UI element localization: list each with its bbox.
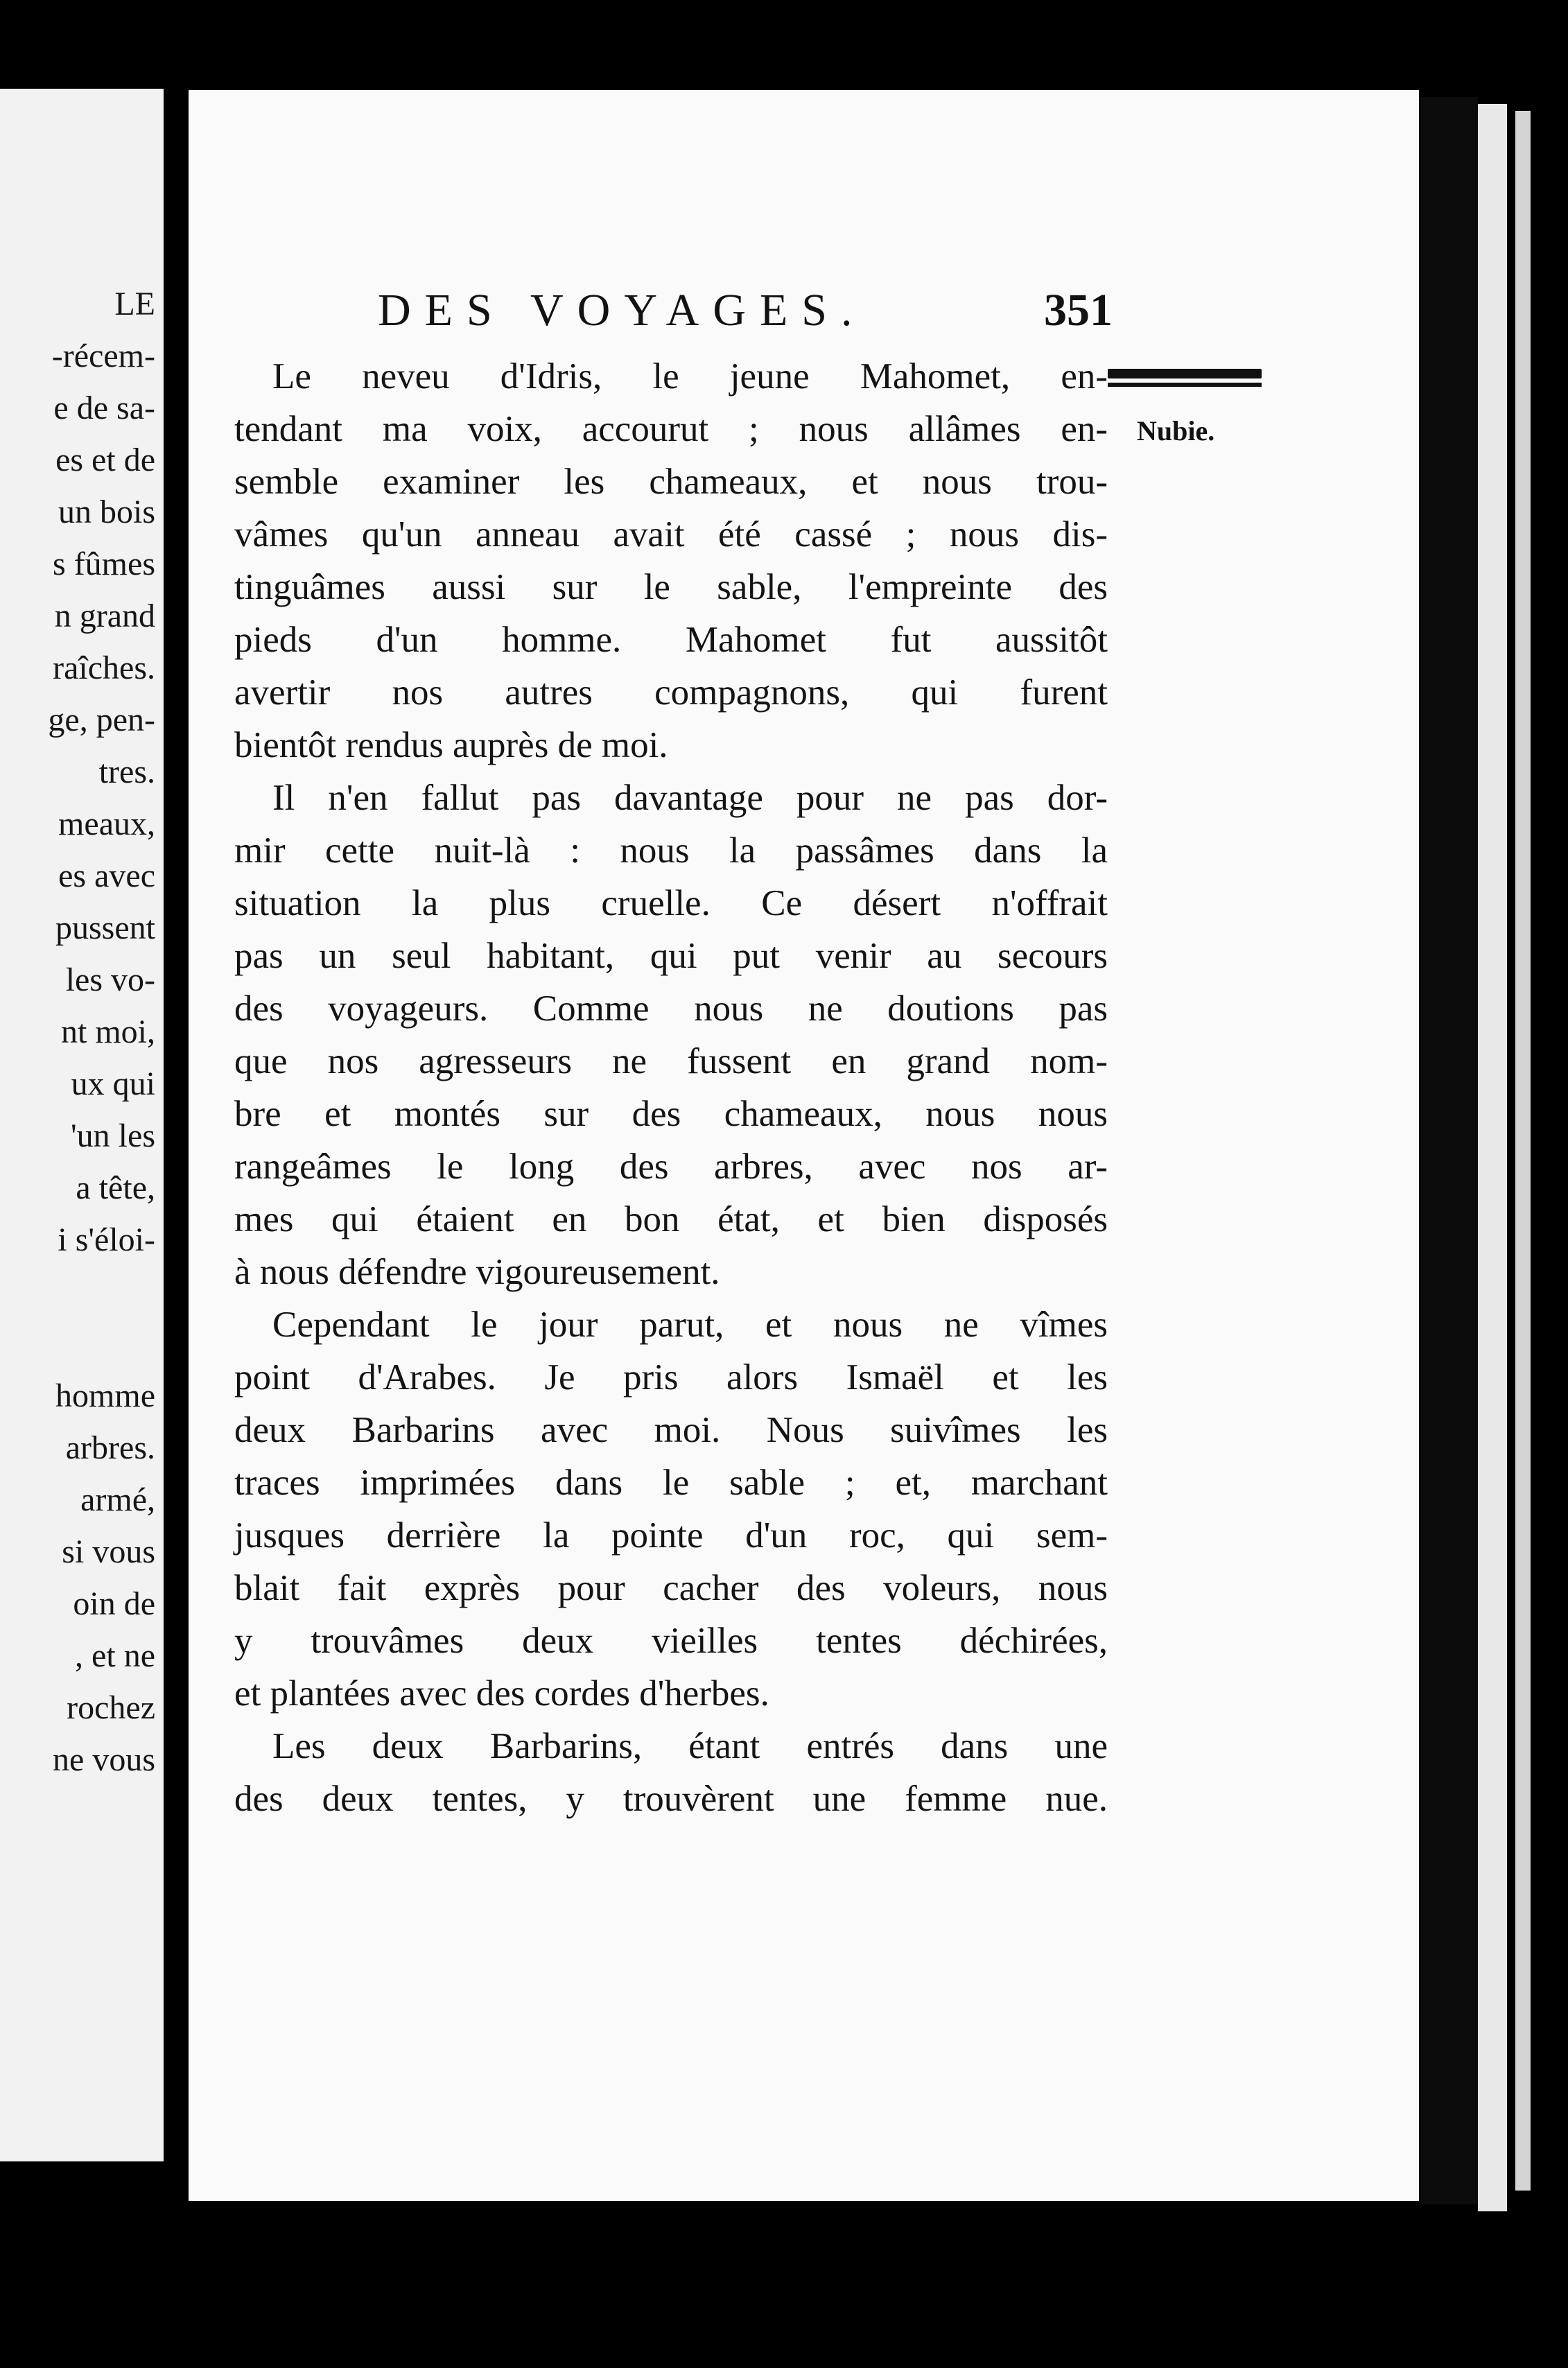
text-line: des voyageurs. Comme nous ne doutions pas xyxy=(234,989,1108,1029)
text-line: mir cette nuit-là : nous la passâmes dans la xyxy=(234,830,1108,871)
text-line: mes qui étaient en bon état, et bien disposés xyxy=(234,1199,1108,1239)
page-header xyxy=(378,284,1113,340)
facing-page-line: tres. xyxy=(98,754,155,790)
facing-page-line: a tête, xyxy=(76,1169,155,1206)
facing-page-line: i s'éloi- xyxy=(58,1221,155,1258)
text-line: pas un seul habitant, qui put venir au secours xyxy=(234,936,1108,976)
text-line: jusques derrière la pointe d'un roc, qui sem- xyxy=(234,1515,1108,1556)
facing-page-line: si vous xyxy=(62,1533,155,1570)
paragraph xyxy=(234,772,1108,1298)
text-line: pieds d'un homme. Mahomet fut aussitôt xyxy=(234,620,1108,660)
text-line: bre et montés sur des chameaux, nous nous xyxy=(234,1094,1108,1134)
text-line: rangeâmes le long des arbres, avec nos ar- xyxy=(234,1147,1108,1187)
text-line: Cependant le jour parut, et nous ne vîmes xyxy=(272,1305,1108,1345)
page-edge xyxy=(1515,111,1531,2191)
facing-page-line: e de sa- xyxy=(53,390,155,426)
text-line: et plantées avec des cordes d'herbes. xyxy=(234,1673,769,1714)
text-line: Les deux Barbarins, étant entrés dans une xyxy=(272,1726,1108,1766)
facing-page-line: LE xyxy=(114,286,155,322)
page-number: 351 xyxy=(1044,285,1113,336)
facing-page-line: -récem- xyxy=(51,338,155,374)
facing-page-line: es avec xyxy=(58,857,155,894)
text-line: traces imprimées dans le sable ; et, marchant xyxy=(234,1463,1108,1503)
facing-page-line: arbres. xyxy=(65,1429,155,1466)
text-line: tinguâmes aussi sur le sable, l'empreinte des xyxy=(234,567,1108,607)
text-line: situation la plus cruelle. Ce désert n'offrait xyxy=(234,883,1108,923)
page-edge xyxy=(1478,104,1507,2211)
facing-page-line: homme xyxy=(55,1377,155,1414)
facing-page-line: es et de xyxy=(55,442,155,478)
text-line: bientôt rendus auprès de moi. xyxy=(234,725,668,765)
text-line: des deux tentes, y trouvèrent une femme nue. xyxy=(234,1779,1108,1819)
facing-page-line: s fûmes xyxy=(53,546,155,582)
body-text xyxy=(234,350,1108,1825)
facing-page-line: n grand xyxy=(54,598,155,634)
facing-page-line: ne vous xyxy=(53,1741,155,1778)
paragraph xyxy=(234,350,1108,772)
facing-page-line: ux qui xyxy=(71,1065,155,1102)
text-line: y trouvâmes deux vieilles tentes déchirées, xyxy=(234,1621,1108,1661)
facing-page-line: oin de xyxy=(73,1585,155,1622)
text-line: blait fait exprès pour cacher des voleurs, nous xyxy=(234,1568,1108,1608)
facing-page xyxy=(0,89,164,2161)
facing-page-line: pussent xyxy=(55,909,155,946)
facing-page-line: un bois xyxy=(58,494,155,530)
text-line: que nos agresseurs ne fussent en grand nom- xyxy=(234,1041,1108,1081)
marginal-rule xyxy=(1108,369,1262,378)
text-line: semble examiner les chameaux, et nous trou- xyxy=(234,462,1108,502)
facing-page-line: les vo- xyxy=(65,961,155,998)
facing-page-line: armé, xyxy=(80,1481,155,1518)
facing-page-line: raîches. xyxy=(53,650,155,686)
running-head: DES VOYAGES. xyxy=(378,285,866,336)
text-line: tendant ma voix, accourut ; nous allâmes en- xyxy=(234,409,1108,449)
facing-page-line: ge, pen- xyxy=(48,702,155,738)
marginal-note: Nubie. xyxy=(1137,415,1215,446)
facing-page-line: rochez xyxy=(67,1689,155,1726)
paragraph xyxy=(234,1298,1108,1720)
book-spine-shadow xyxy=(1419,97,1478,2204)
facing-page-line: 'un les xyxy=(71,1117,155,1154)
text-line: à nous défendre vigoureusement. xyxy=(234,1252,720,1292)
facing-page-line: , et ne xyxy=(75,1637,155,1674)
text-line: Il n'en fallut pas davantage pour ne pas dor- xyxy=(272,778,1108,818)
marginal-rule xyxy=(1108,383,1262,387)
text-line: deux Barbarins avec moi. Nous suivîmes les xyxy=(234,1410,1108,1450)
facing-page-line: nt moi, xyxy=(60,1013,155,1050)
text-line: vâmes qu'un anneau avait été cassé ; nous dis- xyxy=(234,514,1108,555)
text-line: Le neveu d'Idris, le jeune Mahomet, en- xyxy=(272,356,1108,397)
paragraph xyxy=(234,1720,1108,1825)
text-line: avertir nos autres compagnons, qui furent xyxy=(234,672,1108,713)
facing-page-line: meaux, xyxy=(58,806,155,842)
text-line: point d'Arabes. Je pris alors Ismaël et les xyxy=(234,1357,1108,1398)
